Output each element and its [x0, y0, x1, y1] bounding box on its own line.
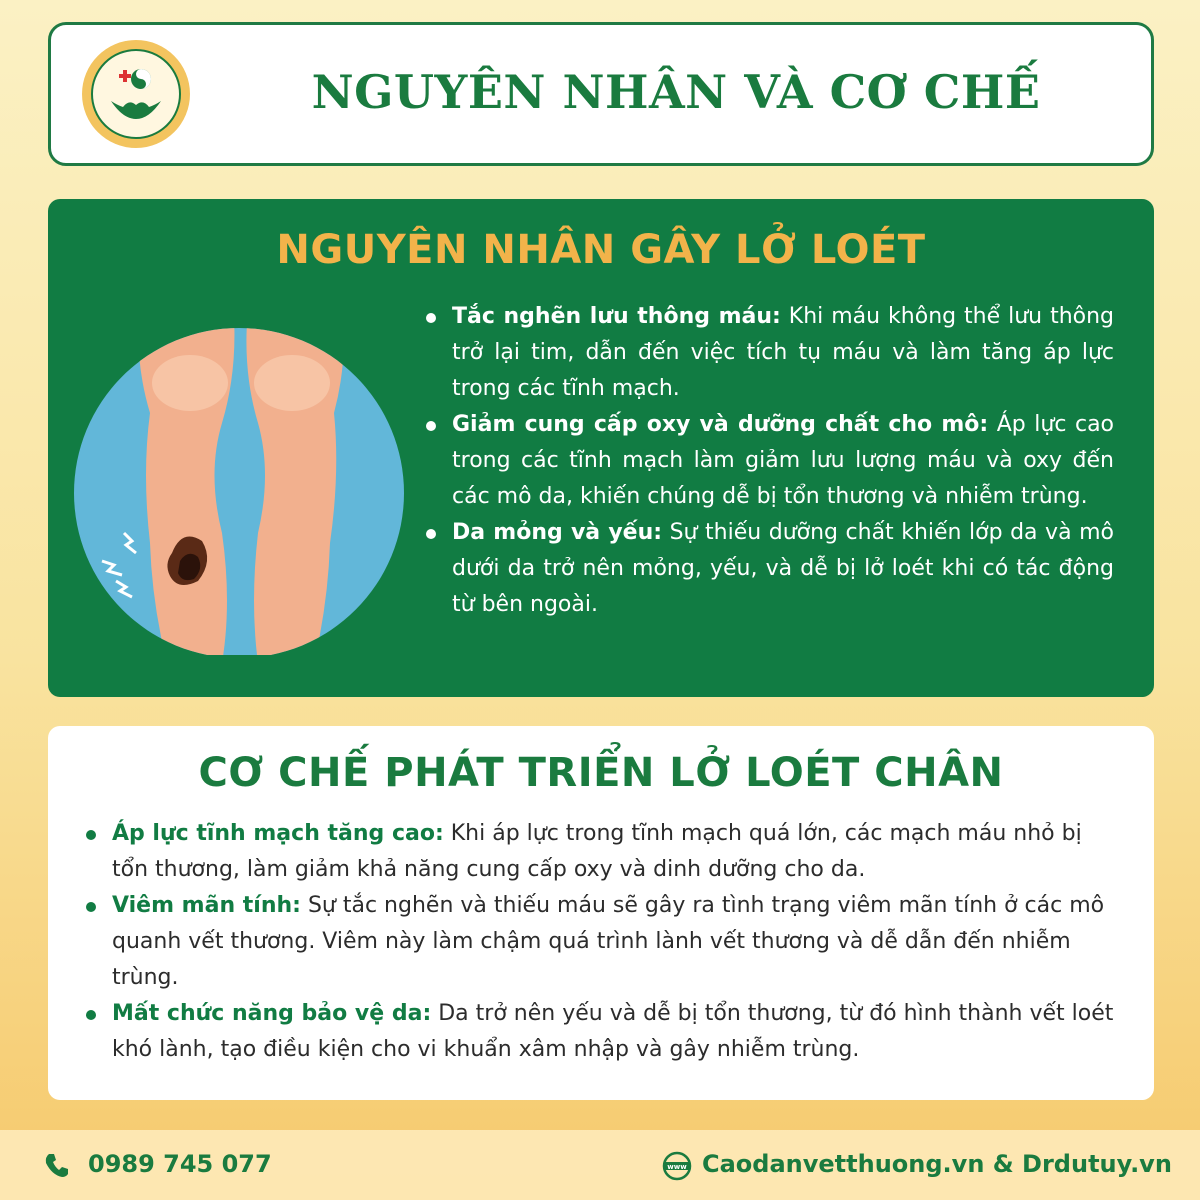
mechanism-title: CƠ CHẾ PHÁT TRIỂN LỞ LOÉT CHÂN — [198, 750, 1004, 796]
causes-panel — [48, 199, 1154, 697]
mechanism-list — [84, 816, 1124, 1068]
header-box — [48, 22, 1154, 166]
causes-list — [424, 299, 1114, 623]
phone-number[interactable]: 0989 745 077 — [88, 1150, 272, 1178]
list-item: Da mỏng và yếu: Sự thiếu dưỡng chất khiến lớp da và mô dưới da trở nên mỏng, yếu, và dễ bị lở loét khi có tác động từ bên ngoài. — [424, 515, 1114, 623]
list-item: Tắc nghẽn lưu thông máu: Khi máu không thể lưu thông trở lại tim, dẫn đến việc tích tụ máu và làm tăng áp lực trong các tĩnh mạch. — [424, 299, 1114, 407]
causes-title: NGUYÊN NHÂN GÂY LỞ LOÉT — [276, 227, 926, 273]
www-icon — [662, 1151, 692, 1181]
clinic-logo — [81, 39, 191, 149]
list-item: Mất chức năng bảo vệ da: Da trở nên yếu và dễ bị tổn thương, từ đó hình thành vết loét khó lành, tạo điều kiện cho vi khuẩn xâm nhập và gây nhiễm trùng. — [84, 996, 1124, 1068]
leg-ulcer-illustration — [72, 303, 406, 655]
list-item: Viêm mãn tính: Sự tắc nghẽn và thiếu máu sẽ gây ra tình trạng viêm mãn tính ở các mô quanh vết thương. Viêm này làm chậm quá trình lành vết thương và dễ dẫn đến nhiễm trùng. — [84, 888, 1124, 996]
page-title: NGUYÊN NHÂN VÀ CƠ CHẾ — [311, 65, 1041, 119]
website-links[interactable]: Caodanvetthuong.vn & Drdutuy.vn — [702, 1150, 1172, 1178]
mechanism-panel — [48, 726, 1154, 1100]
svg-text:www: www — [667, 1163, 687, 1171]
footer — [0, 1130, 1200, 1200]
list-item: Giảm cung cấp oxy và dưỡng chất cho mô: Áp lực cao trong các tĩnh mạch làm giảm lưu lượng máu và oxy đến các mô da, khiến chúng dễ bị tổn thương và nhiễm trùng. — [424, 407, 1114, 515]
phone-icon — [44, 1152, 68, 1178]
list-item: Áp lực tĩnh mạch tăng cao: Khi áp lực trong tĩnh mạch quá lớn, các mạch máu nhỏ bị tổn thương, làm giảm khả năng cung cấp oxy và dinh dưỡng cho da. — [84, 816, 1124, 888]
